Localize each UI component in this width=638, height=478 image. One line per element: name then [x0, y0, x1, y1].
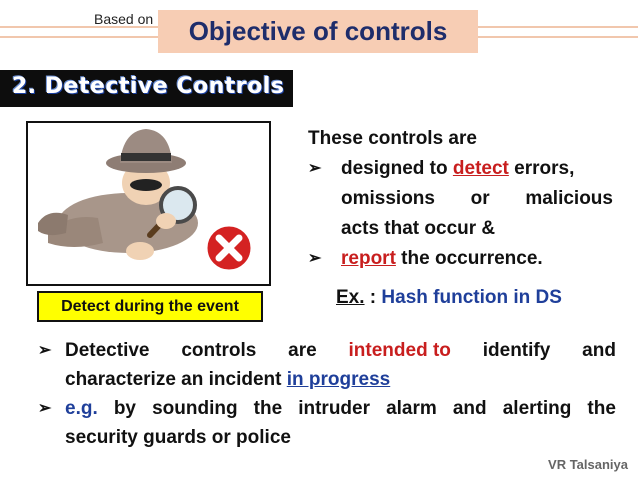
- text-run: :: [364, 287, 382, 308]
- slide-title: [158, 10, 478, 53]
- text-run: intruder: [298, 398, 370, 419]
- arrow-bullet-icon: ➢: [38, 342, 52, 359]
- section-banner: [0, 70, 293, 107]
- text-run: alerting: [502, 398, 572, 419]
- bullet-detect: [308, 154, 613, 184]
- eg-label: e.g.: [65, 398, 98, 419]
- justified-line: [65, 336, 616, 365]
- keyword-detect: detect: [452, 158, 509, 179]
- text-run: are: [288, 340, 317, 361]
- slide-title-text: Objective of controls: [188, 16, 448, 46]
- text-run: identify: [482, 340, 551, 361]
- text-run: characterize an incident: [65, 369, 287, 390]
- text-run: by: [113, 398, 136, 419]
- intro-line: These controls are: [308, 128, 477, 149]
- detective-image-frame: [26, 121, 271, 286]
- bottom-bullet-2: [38, 394, 616, 452]
- bottom-bullet-1: [38, 336, 616, 394]
- text-run: Detective: [65, 340, 150, 361]
- text-run: malicious: [525, 188, 613, 209]
- red-x-icon: [204, 223, 254, 273]
- text-run: errors,: [508, 158, 575, 179]
- section-title: 2. Detective Controls: [12, 74, 285, 99]
- text-run: the: [253, 398, 283, 419]
- text-run: the occurrence.: [395, 248, 543, 269]
- author-credit: VR Talsaniya: [548, 457, 628, 472]
- text-run: and: [582, 340, 616, 361]
- text-run: or: [470, 188, 490, 209]
- text-run: controls: [181, 340, 257, 361]
- bottom-bullets: [38, 336, 616, 452]
- arrow-bullet-icon: ➢: [38, 400, 52, 417]
- text-run: the: [587, 398, 616, 419]
- image-caption: [37, 291, 263, 322]
- justified-line: [65, 394, 616, 423]
- keyword-intended: intended to: [348, 340, 451, 361]
- text-run: sounding: [152, 398, 238, 419]
- text-run: and: [452, 398, 487, 419]
- example-label: Ex.: [336, 287, 365, 308]
- line: security guards or police: [65, 427, 291, 448]
- example-text: Hash function in DS: [381, 287, 562, 308]
- line: [65, 365, 616, 394]
- arrow-bullet-icon: ➢: [308, 250, 322, 267]
- bullet-report: [308, 244, 613, 274]
- text-run: omissions: [341, 188, 435, 209]
- text-run: designed to: [341, 158, 453, 179]
- bullet-detect-line3: acts that occur &: [341, 218, 496, 239]
- example-line: [336, 287, 562, 309]
- image-caption-text: Detect during the event: [61, 297, 239, 315]
- keyword-report: report: [341, 248, 396, 269]
- keyword-in-progress: in progress: [286, 369, 391, 390]
- arrow-bullet-icon: ➢: [308, 160, 322, 177]
- bullet-detect-line2: [308, 184, 613, 214]
- based-on-label: Based on: [94, 11, 154, 27]
- right-text-block: [308, 124, 613, 274]
- text-run: alarm: [386, 398, 437, 419]
